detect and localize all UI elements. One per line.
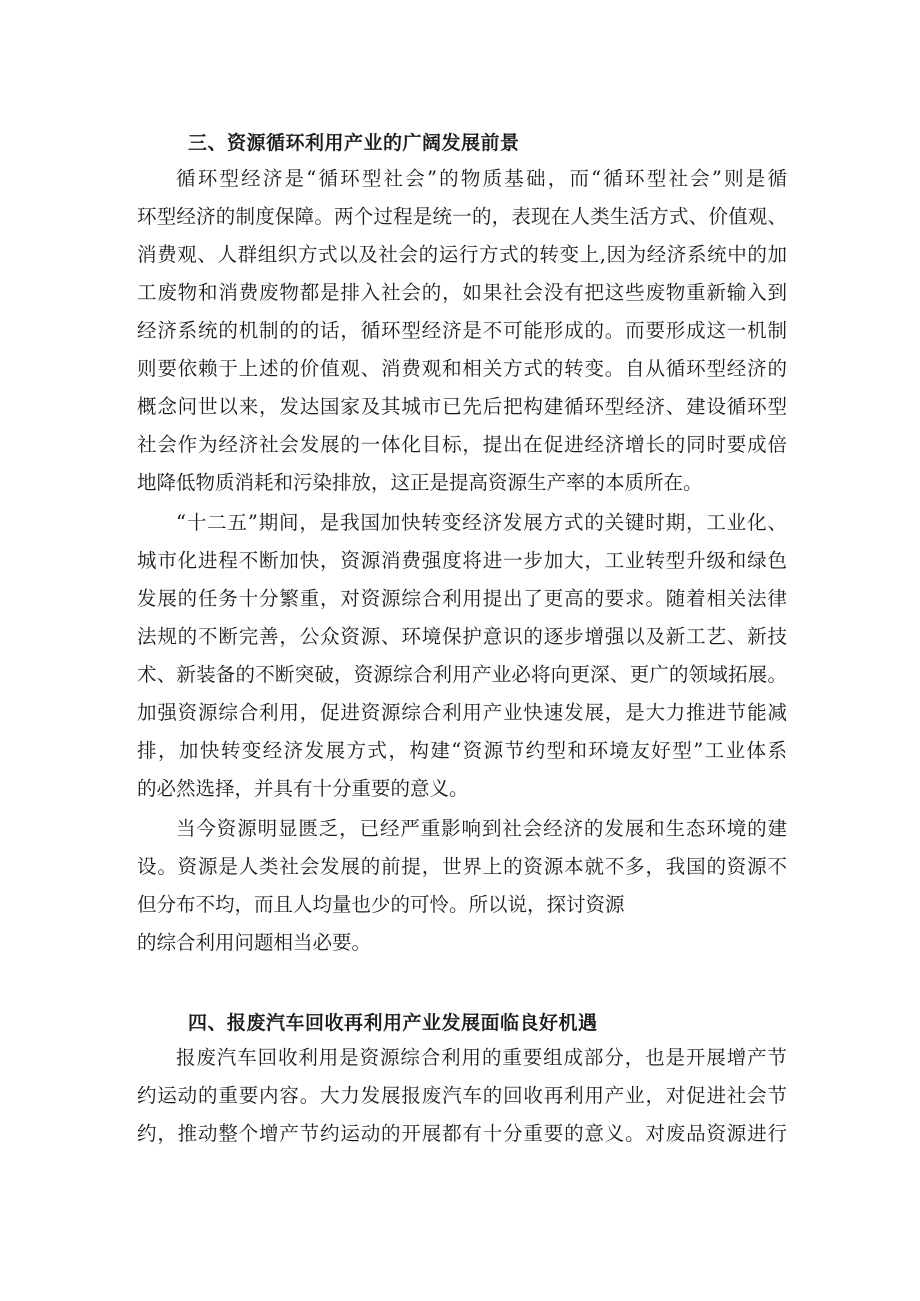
paragraph-line: 则要依赖于上述的价值观、消费观和相关方式的转变。自从循环型经济的 [137, 357, 787, 380]
paragraph-line: “十二五”期间，是我国加快转变经济发展方式的关键时期，工业化、 [176, 511, 787, 534]
paragraph-line: 消费观、人群组织方式以及社会的运行方式的转变上,因为经济系统中的加 [137, 243, 787, 266]
paragraph-line: 循环型经济是“循环型社会”的物质基础，而“循环型社会”则是循 [176, 167, 787, 190]
paragraph-line: 的综合利用问题相当必要。 [137, 931, 372, 954]
paragraph-line: 环型经济的制度保障。两个过程是统一的，表现在人类生活方式、价值观、 [137, 205, 787, 228]
paragraph-line: 排，加快转变经济发展方式，构建“资源节约型和环境友好型”工业体系 [137, 739, 787, 762]
paragraph-line: 发展的任务十分繁重，对资源综合利用提出了更高的要求。随着相关法律 [137, 587, 787, 610]
section-3-heading: 三、资源循环利用产业的广阔发展前景 [188, 132, 520, 154]
paragraph-line: 社会作为经济社会发展的一体化目标，提出在促进经济增长的同时要成倍 [137, 433, 787, 456]
paragraph-line: 约运动的重要内容。大力发展报废汽车的回收再利用产业，对促进社会节 [137, 1084, 787, 1107]
section-4-heading: 四、报废汽车回收再利用产业发展面临良好机遇 [188, 1012, 598, 1034]
paragraph-line: 工废物和消费废物都是排入社会的，如果社会没有把这些废物重新输入到 [137, 281, 787, 304]
paragraph-line: 当今资源明显匮乏，已经严重影响到社会经济的发展和生态环境的建 [176, 817, 787, 840]
paragraph-line: 的必然选择，并具有十分重要的意义。 [137, 777, 469, 800]
paragraph-line: 经济系统的机制的的话，循环型经济是不可能形成的。而要形成这一机制 [137, 319, 787, 342]
paragraph-line: 城市化进程不断加快，资源消费强度将进一步加大，工业转型升级和绿色 [137, 549, 787, 572]
paragraph-line: 加强资源综合利用，促进资源综合利用产业快速发展，是大力推进节能减 [137, 701, 787, 724]
paragraph-line: 但分布不均，而且人均量也少的可怜。所以说，探讨资源 [137, 893, 625, 916]
paragraph-line: 设。资源是人类社会发展的前提，世界上的资源本就不多，我国的资源不 [137, 855, 787, 878]
paragraph-line: 地降低物质消耗和污染排放，这正是提高资源生产率的本质所在。 [137, 471, 703, 494]
paragraph-line: 约，推动整个增产节约运动的开展都有十分重要的意义。对废品资源进行 [137, 1122, 787, 1145]
paragraph-line: 法规的不断完善，公众资源、环境保护意识的逐步增强以及新工艺、新技 [137, 625, 787, 648]
paragraph-line: 报废汽车回收利用是资源综合利用的重要组成部分，也是开展增产节 [176, 1046, 787, 1069]
paragraph-line: 术、新装备的不断突破，资源综合利用产业必将向更深、更广的领域拓展。 [137, 663, 787, 686]
paragraph-line: 概念问世以来，发达国家及其城市已先后把构建循环型经济、建设循环型 [137, 395, 787, 418]
